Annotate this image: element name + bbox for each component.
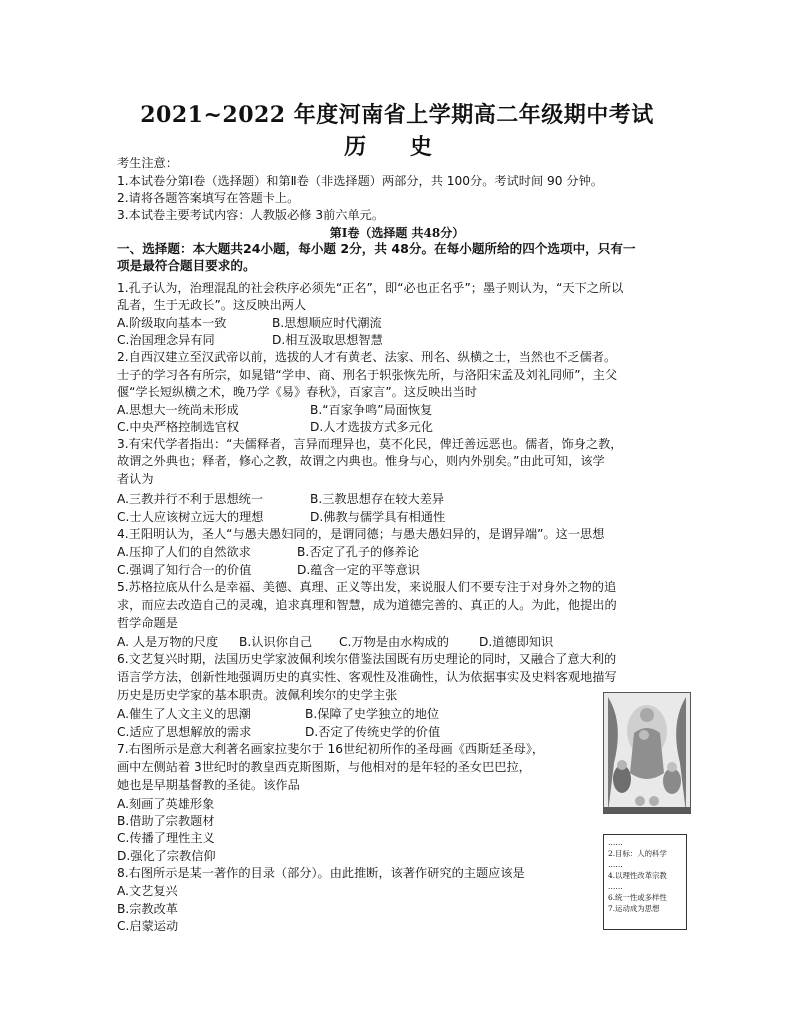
option-b[interactable]: B.“百家争鸣”局面恢复 bbox=[310, 403, 433, 417]
toc-line: 4.以理性改革宗教 bbox=[608, 871, 667, 880]
question-1-options bbox=[117, 314, 382, 331]
option-b[interactable]: B.保障了史学独立的地位 bbox=[305, 707, 440, 721]
question-3-options bbox=[117, 490, 444, 507]
section-title: 第Ⅰ卷（选择题 共48分） bbox=[329, 226, 465, 240]
toc-line: 7.运动成为思想 bbox=[608, 904, 660, 913]
question-5-options bbox=[117, 633, 553, 650]
toc-line: …… bbox=[608, 882, 623, 891]
notice-item: 3.本试卷主要考试内容：人教版必修 3前六单元。 bbox=[117, 208, 385, 222]
section-instructions: 项是最符合题目要求的。 bbox=[117, 258, 256, 273]
option-d[interactable]: D.道德即知识 bbox=[479, 635, 554, 649]
question-6-options bbox=[117, 705, 439, 722]
option-b[interactable]: B.认识你自己 bbox=[239, 635, 313, 649]
question-2-stem: 2.自西汉建立至汉武帝以前，选拔的人才有黄老、法家、刑名、纵横之士，当然也不乏儒者。 bbox=[117, 350, 617, 364]
option-a[interactable]: A.刻画了英雄形象 bbox=[117, 797, 215, 811]
question-3-stem: 者认为 bbox=[117, 472, 154, 486]
option-c[interactable]: C.强调了知行合一的价值 bbox=[117, 563, 252, 577]
notice-heading: 考生注意： bbox=[117, 156, 178, 170]
option-d[interactable]: D.强化了宗教信仰 bbox=[117, 849, 216, 863]
option-c[interactable]: C.士人应该树立远大的理想 bbox=[117, 510, 264, 524]
question-7-stem: 画中左侧站着 3世纪时的教皇西克斯图斯，与他相对的是年轻的圣女巴巴拉， bbox=[117, 760, 531, 774]
question-3-options bbox=[117, 508, 445, 525]
option-c[interactable]: C.万物是由水构成的 bbox=[339, 635, 449, 649]
question-5-stem: 5.苏格拉底从什么是幸福、美德、真理、正义等出发，来说服人们不要专注于对身外之物的追 bbox=[117, 580, 617, 594]
option-c[interactable]: C.适应了思想解放的需求 bbox=[117, 725, 252, 739]
question-8-stem: 8.右图所示是某一著作的目录（部分）。由此推断，该著作研究的主题应该是 bbox=[117, 866, 525, 880]
question-6-stem: 历史是历史学家的基本职责。波佩利埃尔的史学主张 bbox=[117, 688, 398, 702]
question-1-stem: 乱者，生于无政长”。这反映出两人 bbox=[117, 298, 307, 312]
option-d[interactable]: D.相互汲取思想智慧 bbox=[272, 333, 383, 347]
option-a[interactable]: A.催生了人文主义的思潮 bbox=[117, 707, 251, 721]
option-a[interactable]: A.文艺复兴 bbox=[117, 884, 178, 898]
question-4-stem: 4.王阳明认为，圣人“与愚夫愚妇同的，是谓同德；与愚夫愚妇异的，是谓异端”。这一思想 bbox=[117, 527, 605, 541]
exam-title: 2021~2022 年度河南省上学期高二年级期中考试 bbox=[140, 102, 654, 128]
option-d[interactable]: D.否定了传统史学的价值 bbox=[305, 725, 441, 739]
question-3-stem: 3.有宋代学者指出：“夫儒释者，言异而理异也，莫不化民，俾迁善远恶也。儒者，饰身之教， bbox=[117, 437, 623, 451]
question-1-stem: 1.孔子认为，治理混乱的社会秩序必须先“正名”，即“必也正名乎”；墨子则认为，“天下之所以 bbox=[117, 281, 624, 295]
exam-subject: 历 史 bbox=[344, 134, 450, 160]
question-7-stem: 她也是早期基督教的圣徒。该作品 bbox=[117, 778, 300, 792]
notice-item: 1.本试卷分第Ⅰ卷（选择题）和第Ⅱ卷（非选择题）两部分，共 100分。考试时间 90 分钟。 bbox=[117, 174, 603, 188]
question-2-options bbox=[117, 418, 433, 435]
question-2-stem: 偃“学长短纵横之术，晚乃学《易》春秋》，百家言”。这反映出当时 bbox=[117, 385, 477, 399]
option-c[interactable]: C.传播了理性主义 bbox=[117, 831, 215, 845]
question-2-stem: 士子的学习各有所宗，如晁错“学申、商、刑名于轵张恢先所，与洛阳宋孟及刘礼同师”，主父 bbox=[117, 368, 618, 382]
question-3-stem: 故谓之外典也；释者，修心之教，故谓之内典也。惟身与心，则内外别矣。”由此可知，该学 bbox=[117, 454, 605, 468]
option-c[interactable]: C.中央严格控制选官权 bbox=[117, 420, 240, 434]
toc-line: …… bbox=[608, 838, 623, 847]
option-c[interactable]: C.启蒙运动 bbox=[117, 919, 179, 933]
option-d[interactable]: D.人才选拔方式多元化 bbox=[310, 420, 433, 434]
question-6-stem: 6.文艺复兴时期，法国历史学家波佩利埃尔借鉴法国既有历史理论的同时，又融合了意大利的 bbox=[117, 652, 617, 666]
book-contents-figure bbox=[603, 834, 687, 930]
option-a[interactable]: A.阶级取向基本一致 bbox=[117, 316, 227, 330]
option-d[interactable]: D.蕴含一定的平等意识 bbox=[297, 563, 420, 577]
option-a[interactable]: A.三教并行不利于思想统一 bbox=[117, 492, 264, 506]
question-2-options bbox=[117, 401, 432, 418]
notice-item: 2.请将各题答案填写在答题卡上。 bbox=[117, 191, 300, 205]
option-b[interactable]: B.思想顺应时代潮流 bbox=[272, 316, 382, 330]
option-b[interactable]: B.否定了孔子的修养论 bbox=[297, 545, 419, 559]
option-a[interactable]: A.压抑了人们的自然欲求 bbox=[117, 545, 251, 559]
question-7-stem: 7.右图所示是意大利著名画家拉斐尔于 16世纪初所作的圣母画《西斯廷圣母》， bbox=[117, 742, 545, 756]
question-5-stem: 哲学命题是 bbox=[117, 616, 178, 630]
toc-line: …… bbox=[608, 860, 623, 869]
option-a[interactable]: A. 人是万物的尺度 bbox=[117, 635, 219, 649]
question-6-options bbox=[117, 723, 440, 740]
toc-line: 6.统一性或多样性 bbox=[608, 893, 667, 902]
question-1-options bbox=[117, 331, 383, 348]
option-b[interactable]: B.三教思想存在较大差异 bbox=[310, 492, 445, 506]
toc-line: 2.目标：人的科学 bbox=[608, 849, 667, 858]
question-4-options bbox=[117, 543, 419, 560]
option-b[interactable]: B.宗教改革 bbox=[117, 902, 178, 916]
section-instructions: 一、选择题：本大题共24小题，每小题 2分，共 48分。在每小题所给的四个选项中，只有一 bbox=[117, 241, 636, 256]
question-5-stem: 求，而应去改造自己的灵魂，追求真理和智慧，成为道德完善的、真正的人。为此，他提出的 bbox=[117, 598, 617, 612]
question-4-options bbox=[117, 561, 420, 578]
option-d[interactable]: D.佛教与儒学具有相通性 bbox=[310, 510, 446, 524]
painting-image bbox=[604, 693, 690, 813]
option-c[interactable]: C.治国理念异有同 bbox=[117, 333, 215, 347]
question-6-stem: 语言学方法，创新性地强调历史的真实性、客观性及准确性，认为依据事实及史料客观地描写 bbox=[117, 670, 617, 684]
option-b[interactable]: B.借助了宗教题材 bbox=[117, 814, 215, 828]
sistine-madonna-painting bbox=[603, 692, 691, 814]
option-a[interactable]: A.思想大一统尚未形成 bbox=[117, 403, 239, 417]
